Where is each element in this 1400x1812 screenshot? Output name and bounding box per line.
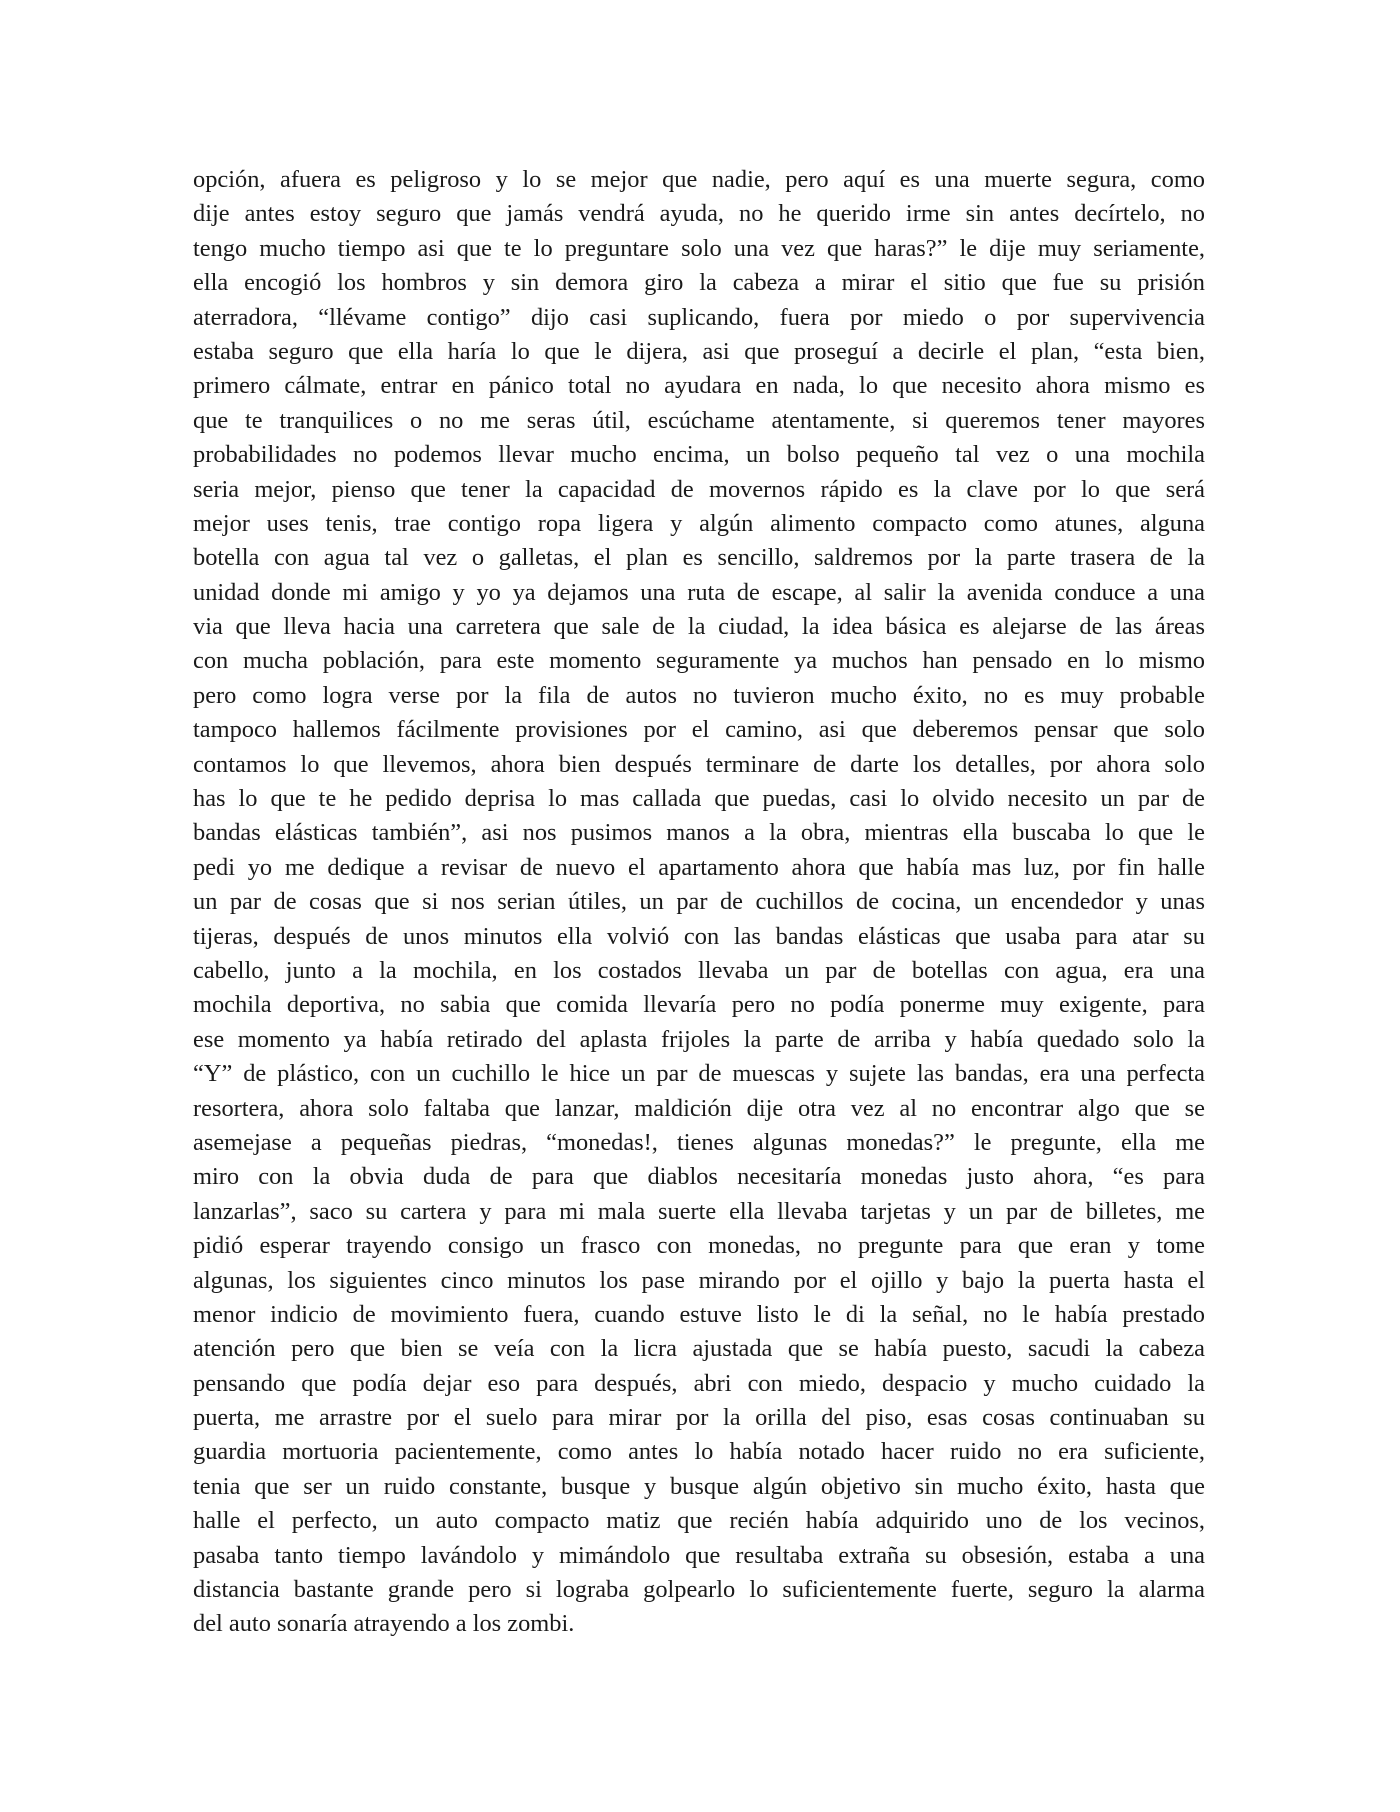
text-line: miro con la obvia duda de para que diablos necesitaría monedas justo ahora, “es para: [193, 1163, 1205, 1191]
text-line: seria mejor, pienso que tener la capacidad de movernos rápido es la clave por lo que será: [193, 475, 1205, 503]
text-line: un par de cosas que si nos serian útiles, un par de cuchillos de cocina, un encendedor y unas: [193, 888, 1205, 916]
text-line: probabilidades no podemos llevar mucho encima, un bolso pequeño tal vez o una mochila: [193, 441, 1205, 469]
text-line: distancia bastante grande pero si lograba golpearlo lo suficientemente fuerte, seguro la alarma: [193, 1576, 1205, 1604]
text-line: que te tranquilices o no me seras útil, escúchame atentamente, si queremos tener mayores: [193, 406, 1205, 434]
text-line: puerta, me arrastre por el suelo para mirar por la orilla del piso, esas cosas continuaban su: [193, 1404, 1205, 1432]
text-line: pensando que podía dejar eso para después, abri con miedo, despacio y mucho cuidado la: [193, 1369, 1205, 1397]
text-line: mejor uses tenis, trae contigo ropa ligera y algún alimento compacto como atunes, alguna: [193, 509, 1205, 537]
text-line: aterradora, “llévame contigo” dijo casi suplicando, fuera por miedo o por supervivencia: [193, 303, 1205, 331]
text-line: mochila deportiva, no sabia que comida llevaría pero no podía ponerme muy exigente, para: [193, 991, 1205, 1019]
text-line: ese momento ya había retirado del aplasta frijoles la parte de arriba y había quedado solo la: [193, 1025, 1205, 1053]
text-line: botella con agua tal vez o galletas, el plan es sencillo, saldremos por la parte trasera de la: [193, 544, 1205, 572]
text-line: con mucha población, para este momento seguramente ya muchos han pensado en lo mismo: [193, 647, 1205, 675]
text-line: algunas, los siguientes cinco minutos los pase mirando por el ojillo y bajo la puerta hasta el: [193, 1266, 1205, 1294]
text-line: guardia mortuoria pacientemente, como antes lo había notado hacer ruido no era suficiente,: [193, 1438, 1205, 1466]
text-line: bandas elásticas también”, asi nos pusimos manos a la obra, mientras ella buscaba lo que le: [193, 819, 1205, 847]
text-line: tampoco hallemos fácilmente provisiones por el camino, asi que deberemos pensar que solo: [193, 716, 1205, 744]
text-line: contamos lo que llevemos, ahora bien después terminare de darte los detalles, por ahora solo: [193, 750, 1205, 778]
text-line: ella encogió los hombros y sin demora giro la cabeza a mirar el sitio que fue su prisión: [193, 269, 1205, 297]
text-line: “Y” de plástico, con un cuchillo le hice un par de muescas y sujete las bandas, era una perfecta: [193, 1060, 1205, 1088]
text-line: halle el perfecto, un auto compacto matiz que recién había adquirido uno de los vecinos,: [193, 1507, 1205, 1535]
text-line: pasaba tanto tiempo lavándolo y mimándolo que resultaba extraña su obsesión, estaba a una: [193, 1541, 1205, 1569]
text-line: dije antes estoy seguro que jamás vendrá ayuda, no he querido irme sin antes decírtelo, no: [193, 200, 1205, 228]
text-line: tijeras, después de unos minutos ella volvió con las bandas elásticas que usaba para atar su: [193, 922, 1205, 950]
text-line: primero cálmate, entrar en pánico total no ayudara en nada, lo que necesito ahora mismo es: [193, 372, 1205, 400]
text-line: asemejase a pequeñas piedras, “monedas!, tienes algunas monedas?” le pregunte, ella me: [193, 1128, 1205, 1156]
text-line: has lo que te he pedido deprisa lo mas callada que puedas, casi lo olvido necesito un par de: [193, 785, 1205, 813]
text-line: opción, afuera es peligroso y lo se mejor que nadie, pero aquí es una muerte segura, como: [193, 166, 1205, 193]
text-line: unidad donde mi amigo y yo ya dejamos una ruta de escape, al salir la avenida conduce a una: [193, 578, 1205, 606]
text-line: atención pero que bien se veía con la licra ajustada que se había puesto, sacudi la cabeza: [193, 1335, 1205, 1363]
text-line: menor indicio de movimiento fuera, cuando estuve listo le di la señal, no le había prestado: [193, 1300, 1205, 1328]
text-line: estaba seguro que ella haría lo que le dijera, asi que proseguí a decirle el plan, “esta bien,: [193, 337, 1205, 365]
text-line: pero como logra verse por la fila de autos no tuvieron mucho éxito, no es muy probable: [193, 681, 1205, 709]
body-text: [193, 163, 1205, 1642]
text-line: del auto sonaría atrayendo a los zombi.: [193, 1610, 575, 1638]
text-line: pedi yo me dedique a revisar de nuevo el apartamento ahora que había mas luz, por fin halle: [193, 853, 1205, 881]
text-line: resortera, ahora solo faltaba que lanzar, maldición dije otra vez al no encontrar algo que se: [193, 1094, 1205, 1122]
text-line: cabello, junto a la mochila, en los costados llevaba un par de botellas con agua, era una: [193, 956, 1205, 984]
text-line: via que lleva hacia una carretera que sale de la ciudad, la idea básica es alejarse de las áreas: [193, 613, 1205, 641]
text-line: tengo mucho tiempo asi que te lo preguntare solo una vez que haras?” le dije muy seriamente,: [193, 234, 1205, 262]
text-line: tenia que ser un ruido constante, busque y busque algún objetivo sin mucho éxito, hasta que: [193, 1472, 1205, 1500]
text-line: pidió esperar trayendo consigo un frasco con monedas, no pregunte para que eran y tome: [193, 1232, 1205, 1260]
text-line: lanzarlas”, saco su cartera y para mi mala suerte ella llevaba tarjetas y un par de billetes, me: [193, 1197, 1205, 1225]
